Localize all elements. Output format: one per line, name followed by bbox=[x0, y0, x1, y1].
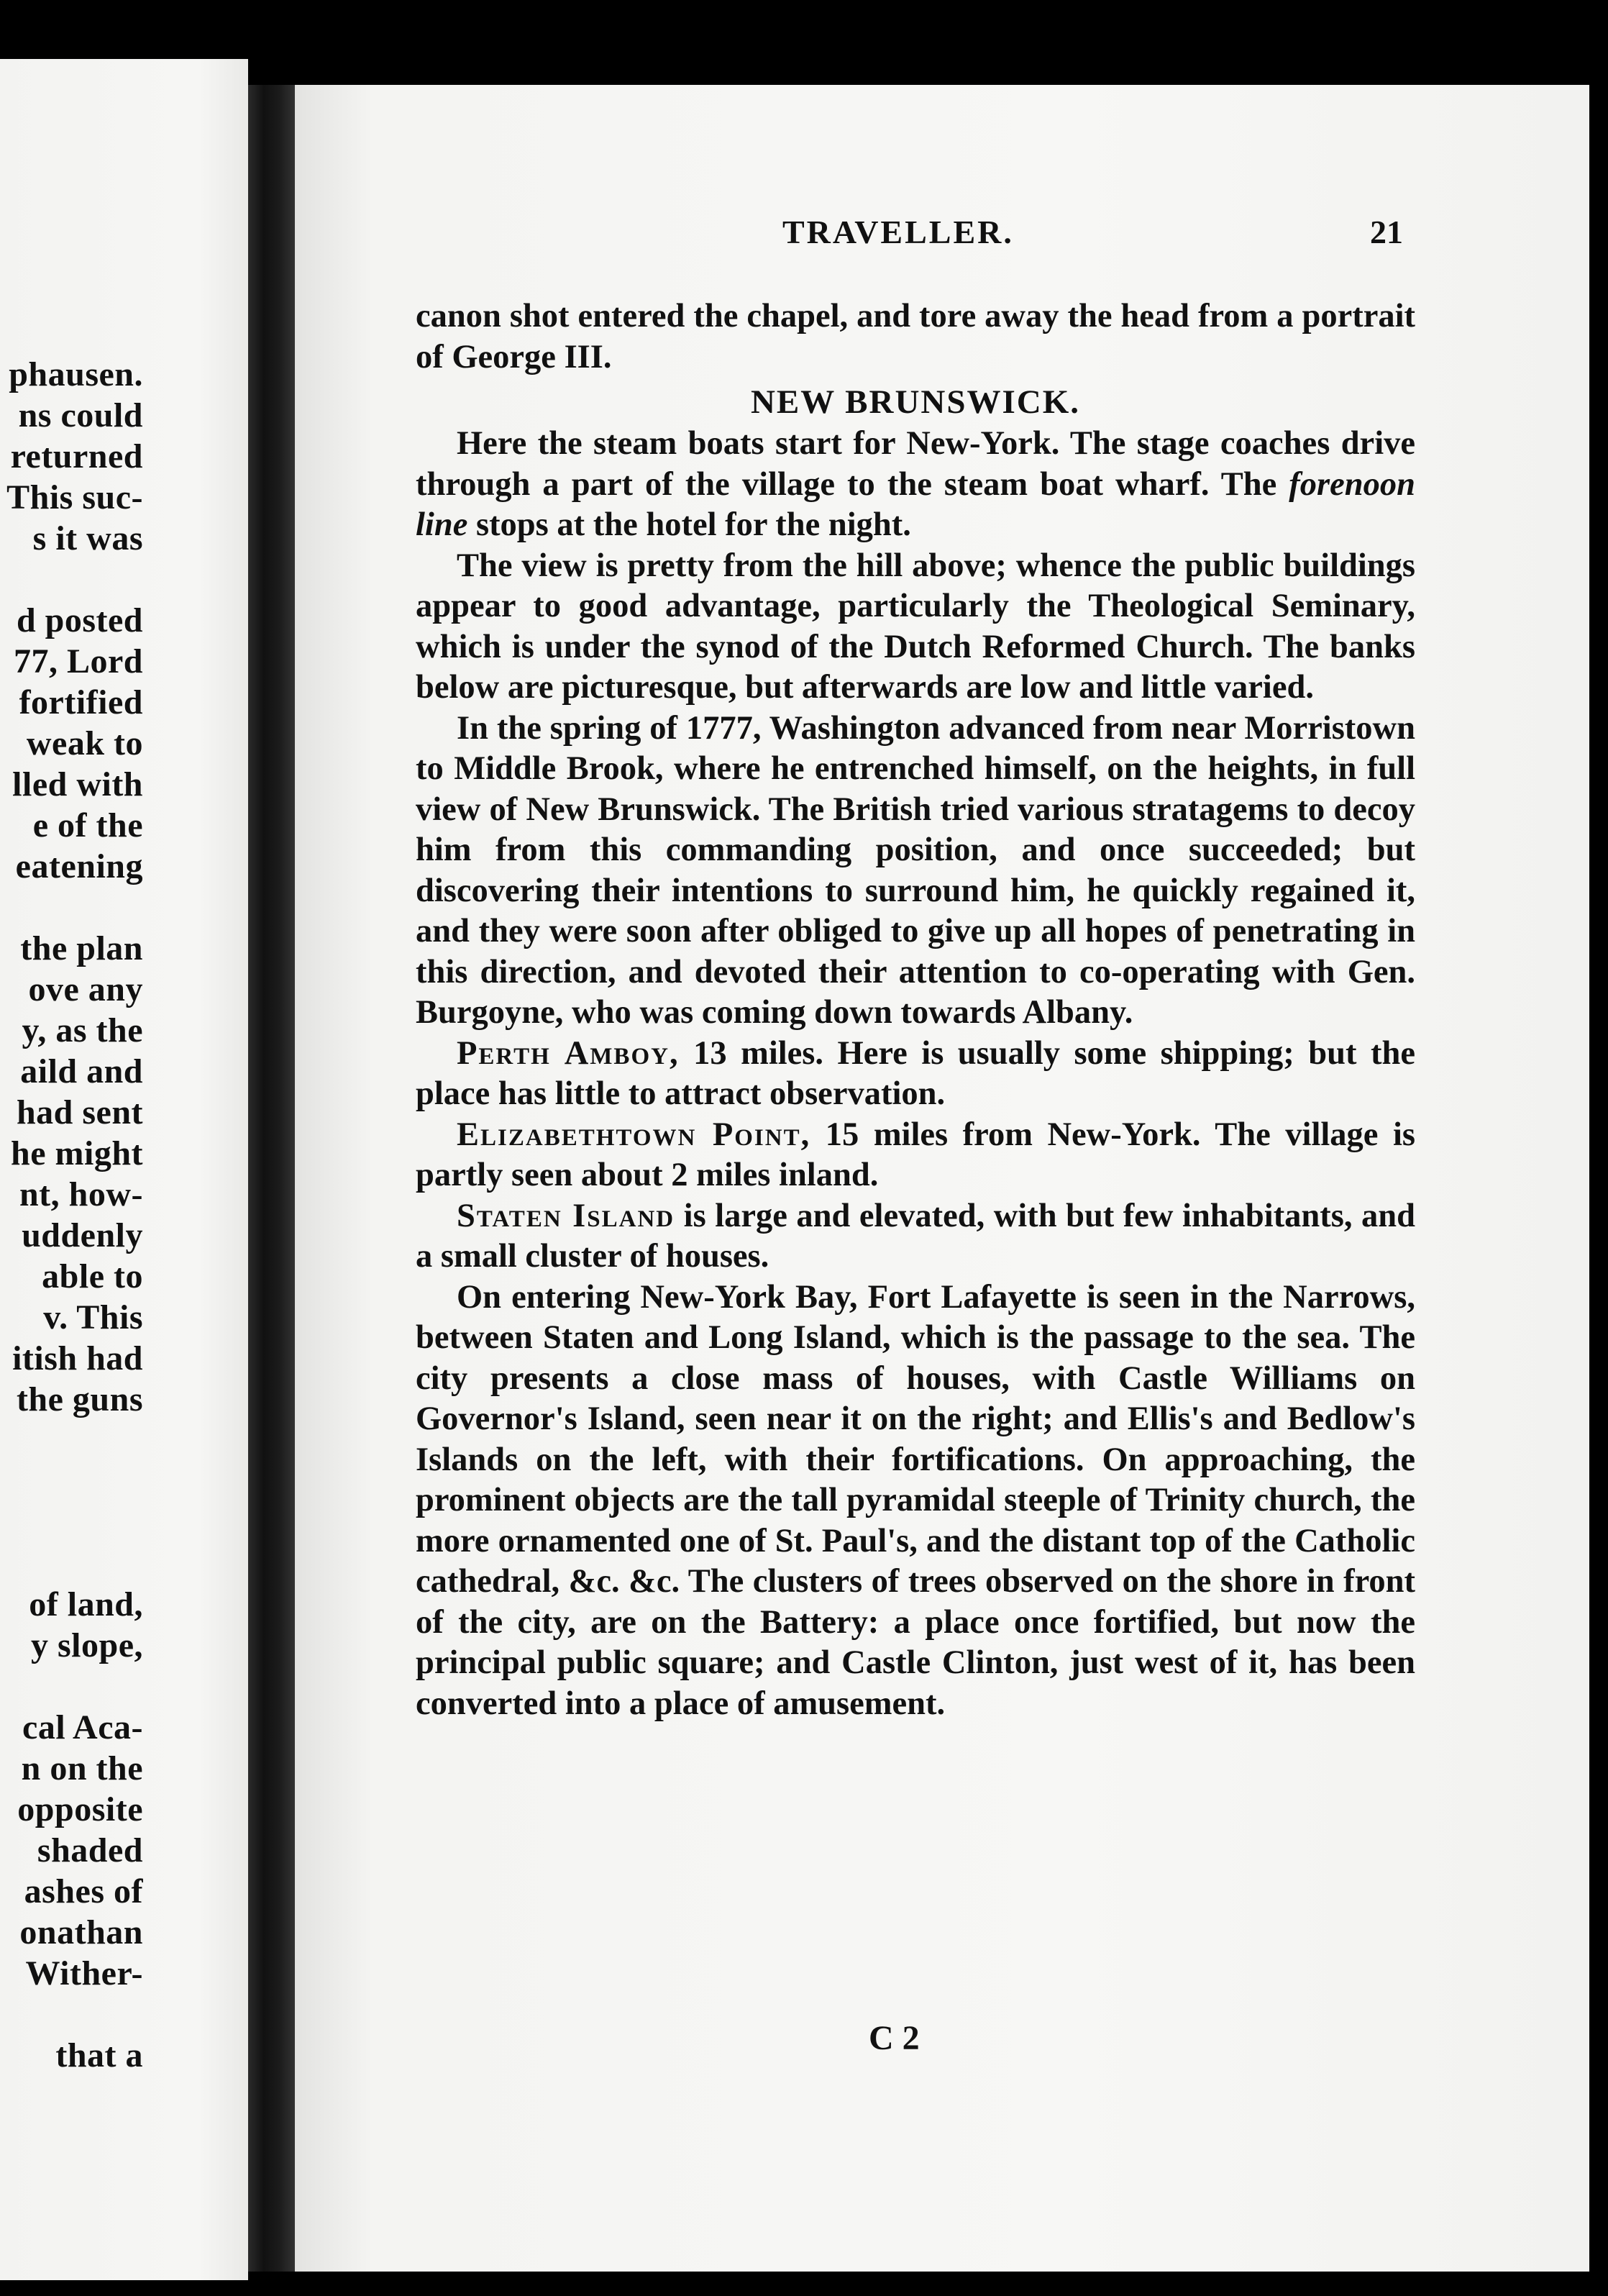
left-page bbox=[0, 59, 248, 2280]
paragraph-text: 13 miles. Here is usually some shipping; but the place has little to attract observation. bbox=[416, 1034, 1415, 1112]
paragraph-new-york-bay: On entering New-York Bay, Fort Lafayette is seen in the Narrows, between Staten and Long Island, which is the passage to the sea. The city presents a close mass of houses, with Castle Williams on Governor's Island, seen near it on the right; and Ellis's and Bedlow's Islands on the left, with their fortifications. On approaching, the prominent objects are the tall pyramidal steeple of Trinity church, the more ornamented one of St. Paul's, and the distant top of the Catholic cathedral, &c. &c. The clusters of trees observed on the shore in front of the city, are on the Battery: a place once fortified, but now the principal public square; and Castle Clinton, just west of it, has been converted into a place of amusement. bbox=[416, 1278, 1415, 1722]
left-page-line: s it was bbox=[32, 519, 143, 557]
left-page-line: n on the bbox=[21, 1749, 143, 1787]
left-page-line: phausen. bbox=[9, 355, 143, 393]
left-page-line: that a bbox=[55, 2036, 143, 2074]
left-page-line: of land, bbox=[29, 1585, 143, 1623]
paragraph-steam-boats bbox=[416, 424, 1415, 546]
left-page-line: fortified bbox=[19, 683, 143, 721]
left-page-line: ashes of bbox=[24, 1872, 143, 1910]
left-page-line bbox=[0, 887, 143, 928]
left-page-line: d posted bbox=[16, 601, 143, 639]
left-page-line: uddenly bbox=[22, 1216, 143, 1254]
left-page-line: able to bbox=[42, 1257, 143, 1295]
place-name: Elizabethtown Point, bbox=[457, 1116, 811, 1153]
left-page-line bbox=[0, 1420, 143, 1461]
left-page-line bbox=[0, 559, 143, 600]
left-page-line: shaded bbox=[37, 1831, 143, 1869]
section-title: NEW BRUNSWICK. bbox=[750, 383, 1081, 421]
paragraph-text: 15 miles from New-York. The village is partly seen about 2 miles inland. bbox=[416, 1116, 1415, 1193]
left-page-line: eatening bbox=[15, 847, 143, 885]
running-head: TRAVELLER. bbox=[782, 214, 1014, 250]
left-page-line: lled with bbox=[12, 765, 143, 803]
left-page-line: Wither- bbox=[25, 1954, 143, 1992]
left-page-line: he might bbox=[11, 1134, 143, 1172]
book-gutter bbox=[248, 85, 300, 2272]
left-page-line: ove any bbox=[28, 970, 143, 1008]
left-page-line: had sent bbox=[16, 1093, 143, 1131]
left-page-line bbox=[0, 1543, 143, 1584]
opening-paragraph: canon shot entered the chapel, and tore away the head from a portrait of George III. bbox=[416, 298, 1415, 375]
left-page-line: weak to bbox=[26, 724, 143, 762]
italic-phrase: forenoon line bbox=[416, 465, 1415, 543]
left-page-line: the plan bbox=[20, 929, 143, 967]
paragraph-text: Here the steam boats start for New-York. The stage coaches drive through a part of the village to the steam boat wharf. The bbox=[416, 425, 1415, 503]
left-page-line: returned bbox=[10, 437, 143, 475]
left-page-line: aild and bbox=[20, 1052, 143, 1090]
paragraph-perth-amboy bbox=[416, 1034, 1415, 1115]
left-page-line bbox=[0, 1666, 143, 1707]
left-page-line: This suc- bbox=[6, 478, 143, 516]
left-page-line: itish had bbox=[12, 1339, 143, 1377]
left-page-line: cal Aca- bbox=[22, 1708, 143, 1746]
left-page-line: y, as the bbox=[22, 1011, 143, 1049]
signature-mark: C 2 bbox=[869, 2019, 920, 2057]
left-page-line: onathan bbox=[19, 1913, 143, 1951]
paragraph-text: stops at the hotel for the night. bbox=[467, 506, 911, 543]
paragraph-text: is large and elevated, with but few inhabitants, and a small cluster of houses. bbox=[416, 1197, 1415, 1275]
left-page-line bbox=[0, 1502, 143, 1543]
place-name: Perth Amboy, bbox=[457, 1034, 680, 1072]
left-page-line bbox=[0, 1461, 143, 1502]
paragraph-washington: In the spring of 1777, Washington advanced from near Morristown to Middle Brook, where he entrenched himself, on the heights, in full view of New Brunswick. The British tried various stratagems to decoy him from this commanding position, and once succeeded; but discovering their intentions to surround him, he quickly regained it, and they were soon after obliged to give up all hopes of penetrating in this direction, and devoted their attention to co-operating with Gen. Burgoyne, who was coming down towards Albany. bbox=[416, 709, 1415, 1031]
page-number: 21 bbox=[1370, 214, 1403, 250]
paragraph-staten-island bbox=[416, 1196, 1415, 1277]
left-page-line: e of the bbox=[32, 806, 143, 844]
left-page-line: ns could bbox=[18, 396, 143, 434]
left-page-line: v. This bbox=[43, 1298, 143, 1336]
left-page-text bbox=[0, 354, 143, 2076]
left-page-line: y slope, bbox=[30, 1626, 143, 1664]
left-page-line: 77, Lord bbox=[13, 642, 143, 680]
place-name: Staten Island bbox=[457, 1197, 675, 1234]
left-page-line: nt, how- bbox=[19, 1175, 143, 1213]
left-page-line bbox=[0, 1994, 143, 2035]
paragraph-view: The view is pretty from the hill above; whence the public buildings appear to good advantage, particularly the Theological Seminary, which is under the synod of the Dutch Reformed Church. The banks below are picturesque, but afterwards are low and little varied. bbox=[416, 547, 1415, 706]
paragraph-elizabethtown bbox=[416, 1115, 1415, 1196]
page-body bbox=[416, 296, 1415, 1724]
left-page-line: the guns bbox=[16, 1380, 143, 1418]
left-page-line: opposite bbox=[17, 1790, 143, 1828]
